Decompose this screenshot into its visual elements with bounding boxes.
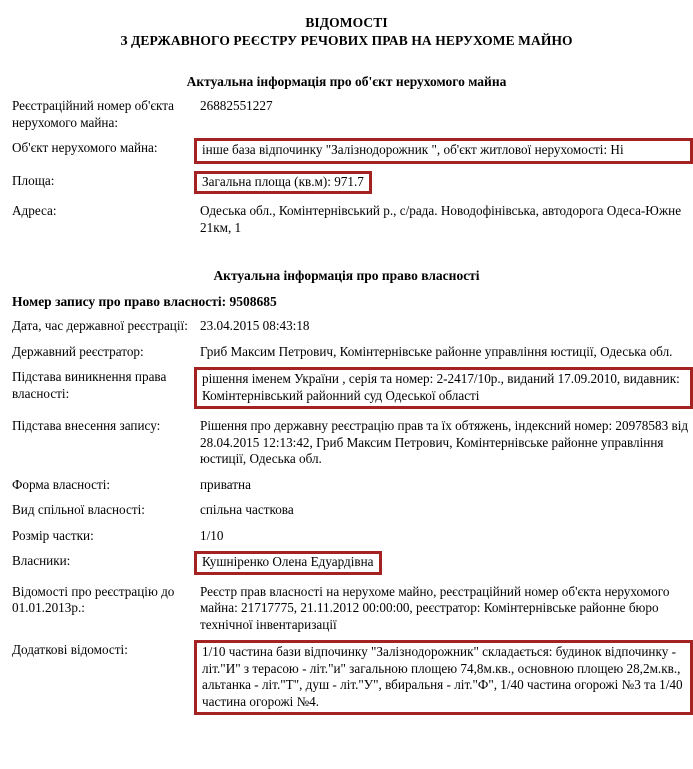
field-value: Реєстр прав власності на нерухоме майно, реєстраційний номер об'єкта нерухомого майна: 21717775, 21.11.2012 00:00:00, реєстратор: Комінтернівське районне бюро технічної інвентаризації [200,583,670,632]
field-row-registration-number [0,98,693,131]
ownership-fields-list [0,310,693,715]
field-row-property-object [0,140,693,164]
field-label: Розмір частки: [12,527,94,543]
field-label: Реєстраційний номер об'єкта нерухомого майна: [12,98,174,130]
property-fields-list [0,90,693,236]
document-title-line-1: ВІДОМОСТІ [305,15,388,30]
field-value: 26882551227 [200,98,273,113]
section-heading-ownership: Актуальна інформація про право власності [213,268,480,283]
field-value: спільна часткова [200,502,294,517]
field-value-highlighted: Загальна площа (кв.м): 971.7 [194,171,372,195]
field-value: приватна [200,476,251,492]
field-value: Одеська обл., Комінтернівський р., с/рада. Новодофінівська, автодорога Одеса-Южне 21км, 1 [200,203,682,235]
field-label: Дата, час державної реєстрації: [12,318,188,333]
field-label: Державний реєстратор: [12,343,144,359]
field-label: Відомості про реєстрацію до 01.01.2013р.: [12,583,175,615]
field-label: Додаткові відомості: [12,642,128,657]
field-label: Об'єкт нерухомого майна: [12,140,158,155]
field-value-highlighted: Кушніренко Олена Едуардівна [194,551,382,575]
field-label: Підстава внесення запису: [12,418,161,433]
field-row-joint-ownership-type [0,502,693,519]
ownership-record-number: Номер запису про право власності: 9508685 [12,294,277,309]
field-row-area [0,173,693,195]
field-label: Вид спільної власності: [12,502,145,517]
field-value: Рішення про державну реєстрацію прав та їх обтяжень, індексний номер: 20978583 від 28.04.2015 12:13:42, Гриб Максим Петрович, Комінтернівське районне управління юстиції, Одеська обл. [200,418,689,466]
field-value: 1/10 [200,527,224,543]
field-value: Гриб Максим Петрович, Комінтернівське районне управління юстиції, Одеська обл. [200,343,673,359]
field-row-record-basis [0,418,693,468]
field-value-highlighted: рішення іменем України , серія та номер: 2-2417/10р., виданий 17.09.2010, видавник: Комінтернівський районний суд Одеської області [194,367,693,409]
document-title-line-2: З ДЕРЖАВНОГО РЕЄСТРУ РЕЧОВИХ ПРАВ НА НЕРУХОМЕ МАЙНО [120,33,573,48]
field-row-pre-2013-registration [0,584,693,634]
field-row-ownership-basis [0,369,693,409]
field-row-state-registrar [0,344,693,361]
field-row-ownership-form [0,477,693,494]
field-value: 23.04.2015 08:43:18 [200,318,310,333]
field-row-share-size [0,528,693,545]
field-row-address [0,203,693,236]
document-title [0,0,693,50]
field-row-registration-datetime [0,318,693,335]
field-row-additional-info [0,642,693,715]
field-label: Власники: [12,553,71,568]
field-value-highlighted: 1/10 частина бази відпочинку "Залізнодорожник" складається: будинок відпочинку - літ."И" з терасою - літ."и" загальною площею 74,8м.кв., основною площею 28,2м.кв., альтанка - літ."Т", душ - літ."У", вбиральня - літ."Ф", 1/40 частина огорожі №3 та 1/40 частина огорожі №4. [194,640,693,715]
field-label: Площа: [12,172,55,188]
field-label: Підстава виникнення права власності: [12,369,167,401]
field-row-owners [0,553,693,575]
field-label: Адреса: [12,203,57,218]
field-value-highlighted: інше база відпочинку "Залізнодорожник ", об'єкт житлової нерухомості: Ні [194,138,693,164]
section-heading-property: Актуальна інформація про об'єкт нерухомого майна [186,74,507,89]
field-label: Форма власності: [12,476,111,492]
